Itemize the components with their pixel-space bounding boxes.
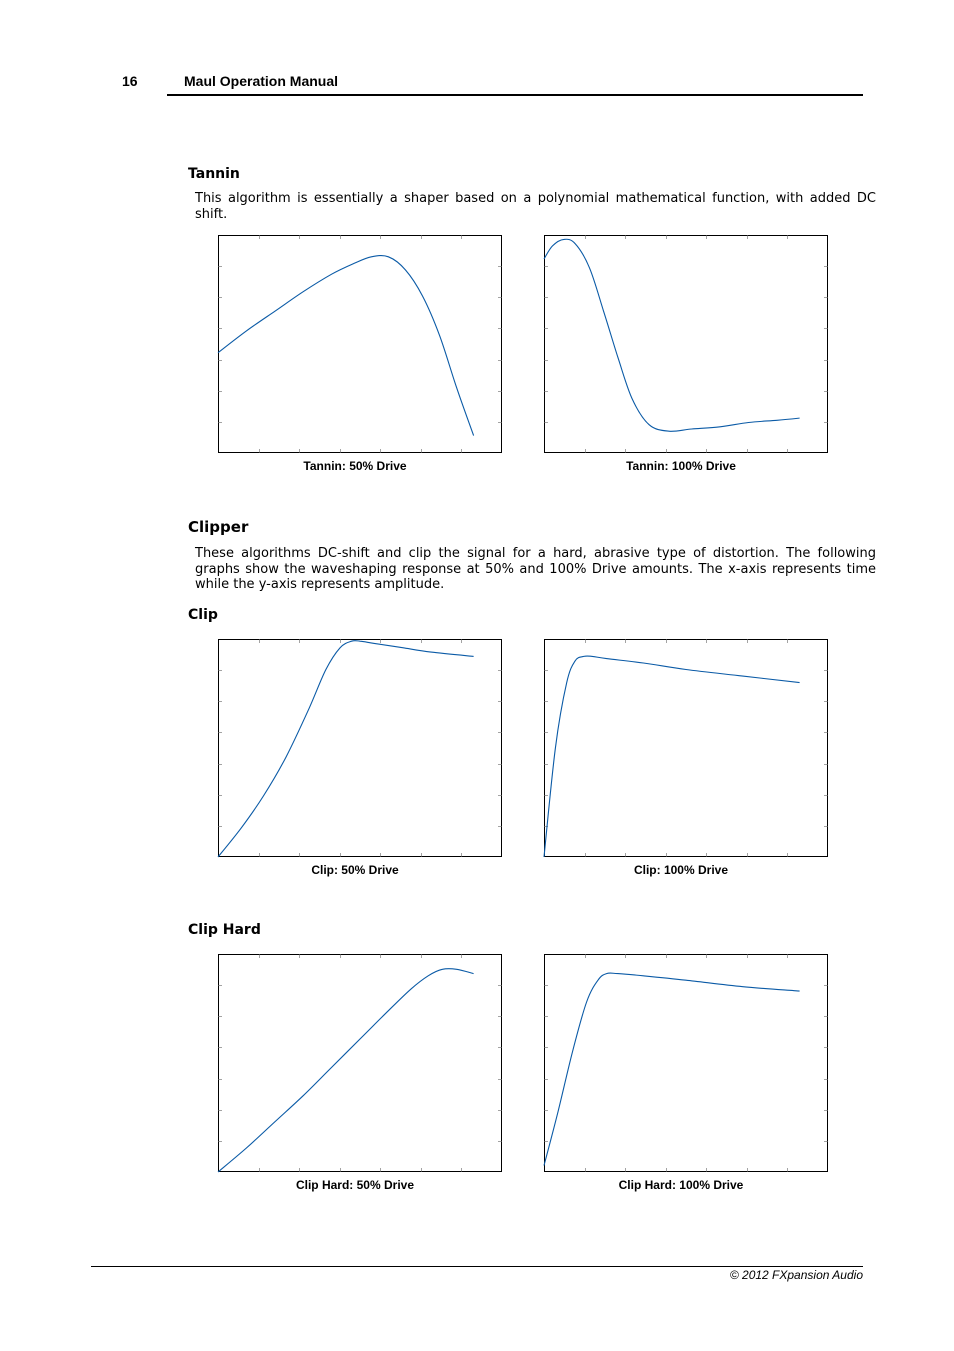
chart-frame	[219, 955, 502, 1172]
chart-frame	[545, 955, 828, 1172]
tannin-heading: Tannin	[188, 166, 240, 182]
chart-frame	[545, 640, 828, 857]
series-line	[218, 256, 474, 436]
chart-clip-hard-100	[544, 954, 828, 1172]
chart-tannin-50	[218, 235, 502, 453]
series-line	[544, 973, 800, 1165]
series-line	[544, 239, 800, 431]
chart-caption: Clip Hard: 50% Drive	[295, 1178, 415, 1192]
chart-caption: Clip Hard: 100% Drive	[618, 1178, 744, 1192]
footer-rule	[91, 1266, 863, 1267]
chart-caption: Clip: 100% Drive	[633, 863, 729, 877]
chart-svg	[544, 639, 828, 857]
chart-svg	[544, 235, 828, 453]
chart-frame	[219, 640, 502, 857]
document-title: Maul Operation Manual	[184, 73, 339, 89]
header-rule	[167, 94, 863, 96]
tannin-description: This algorithm is essentially a shaper based on a polynomial mathematical function, with added DC shift.	[195, 191, 876, 222]
series-line	[544, 656, 800, 857]
series-line	[218, 969, 474, 1172]
clipper-description: These algorithms DC-shift and clip the signal for a hard, abrasive type of distortion. The following graphs show the waveshaping response at 50% and 100% Drive amounts. The x-axis represents time while the y-axis represents amplitude.	[195, 546, 876, 592]
page-number: 16	[122, 73, 138, 89]
chart-caption: Tannin: 100% Drive	[626, 459, 736, 473]
chart-clip-50	[218, 639, 502, 857]
series-line	[218, 641, 474, 857]
chart-svg	[218, 639, 502, 857]
clip-heading: Clip	[188, 607, 218, 623]
clip-hard-heading: Clip Hard	[188, 922, 261, 938]
chart-svg	[544, 954, 828, 1172]
copyright: © 2012 FXpansion Audio	[729, 1268, 863, 1282]
chart-tannin-100	[544, 235, 828, 453]
clipper-heading: Clipper	[188, 518, 249, 536]
chart-clip-hard-50	[218, 954, 502, 1172]
chart-caption: Tannin: 50% Drive	[303, 459, 407, 473]
chart-svg	[218, 954, 502, 1172]
chart-frame	[219, 236, 502, 453]
chart-caption: Clip: 50% Drive	[311, 863, 399, 877]
chart-svg	[218, 235, 502, 453]
chart-clip-100	[544, 639, 828, 857]
